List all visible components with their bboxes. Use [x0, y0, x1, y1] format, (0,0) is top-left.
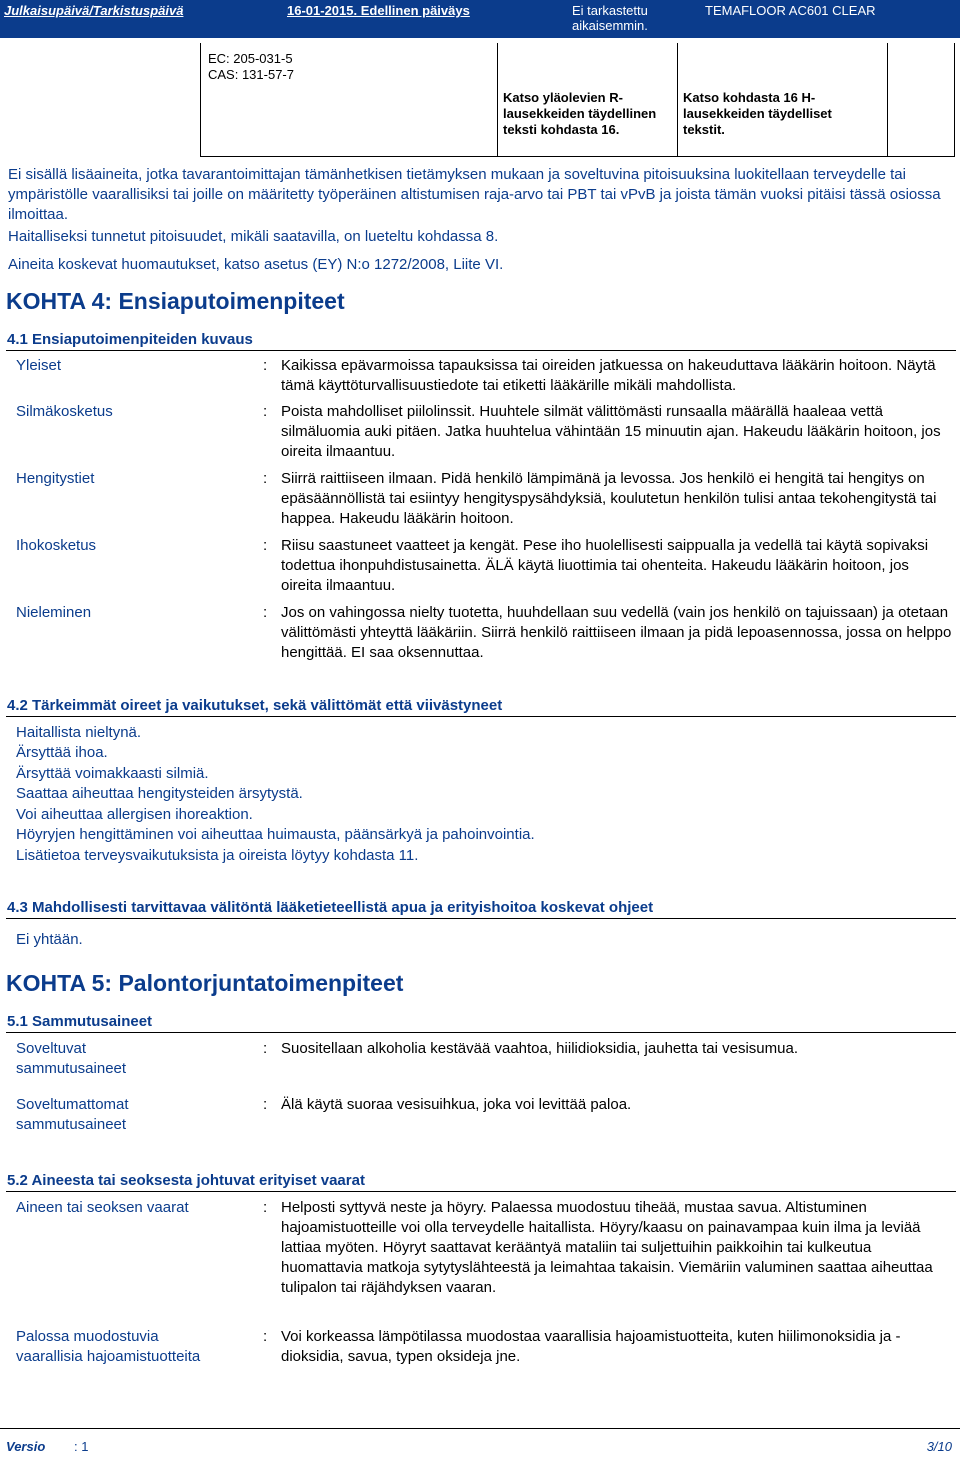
- intro-paragraph: Aineita koskevat huomautukset, katso asetus (EY) N:o 1272/2008, Liite VI.: [8, 256, 504, 273]
- symptom-line: Saattaa aiheuttaa hengitysteiden ärsytystä.: [16, 785, 303, 802]
- section-5-2-title: 5.2 Aineesta tai seoksesta johtuvat erityiset vaarat: [7, 1172, 365, 1189]
- table-divider: [887, 43, 888, 156]
- section-4-1-title: 4.1 Ensiaputoimenpiteiden kuvaus: [7, 331, 253, 348]
- ec-number: EC: 205-031-5: [208, 51, 293, 66]
- symptom-line: Voi aiheuttaa allergisen ihoreaktion.: [16, 806, 253, 823]
- document-footer: [0, 1428, 960, 1469]
- divider: [6, 918, 956, 919]
- h-phrase-note: Katso kohdasta 16 H-lausekkeiden täydelliset tekstit.: [683, 90, 832, 137]
- value-hengitystiet: Siirrä raittiiseen ilmaan. Pidä henkilö lämpimänä ja levossa. Jos henkilö ei hengitä tai hengitys on epäsäännöllistä tai esiintyy hengityspysähdyksiä, koulutetun henkilön tulisi antaa tekohengitystä tai happea. Hakeudu lääkärin hoitoon.: [281, 470, 937, 527]
- value-yleiset: Kaikissa epävarmoissa tapauksissa tai oireiden jatkuessa on hakeuduttava lääkärin hoitoon. Näytä tämä käyttöturvallisuustiedote tai etiketti lääkärille mikäli mahdollista.: [281, 357, 936, 394]
- colon: :: [263, 1328, 268, 1345]
- value-ihokosketus: Riisu saastuneet vaatteet ja kengät. Pese iho huolellisesti saippualla ja vedellä tai käytä sopivaksi todettua ihonpuhdistusainetta. ÄLÄ käytä liuottimia tai ohenteita. Hakeudu lääkärin hoitoon, jos oireita ilmaantuu.: [281, 537, 929, 594]
- table-divider: [677, 43, 678, 156]
- divider: [6, 1032, 956, 1033]
- section-4-2-title: 4.2 Tärkeimmät oireet ja vaikutukset, sekä välittömät että viivästyneet: [7, 697, 503, 714]
- intro-paragraph: Ei sisällä lisäaineita, jotka tavarantoimittajan tämänhetkisen tietämyksen mukaan ja soveltuvina pitoisuuksina luokitellaan terveydelle tai ympäristölle vaarallisiksi tai joille on määritetty työperäinen altistumisen raja-arvo tai PBT tai vPvB ja joista tämän vuoksi pitäisi tässä osiossa ilmoittaa.: [8, 166, 941, 223]
- colon: :: [263, 537, 268, 554]
- colon: :: [263, 604, 268, 621]
- section-5-1-title: 5.1 Sammutusaineet: [7, 1013, 153, 1030]
- version-label: Versio: [6, 1439, 46, 1454]
- value-hajoamistuotteet: Voi korkeassa lämpötilassa muodostaa vaarallisia hajoamistuotteita, kuten hiilimonoksidia ja -dioksidia, savua, typen oksideja jne.: [281, 1328, 901, 1365]
- composition-table-fragment: [200, 43, 955, 157]
- document-header: [0, 0, 960, 38]
- divider: [6, 1191, 956, 1192]
- r-phrase-note: Katso yläolevien R-lausekkeiden täydellinen teksti kohdasta 16.: [503, 90, 657, 137]
- colon: :: [263, 1199, 268, 1216]
- symptom-line: Lisätietoa terveysvaikutuksista ja oireista löytyy kohdasta 11.: [16, 847, 419, 864]
- section-5-title: KOHTA 5: Palontorjuntatoimenpiteet: [6, 970, 404, 996]
- symptom-line: Ärsyttää voimakkaasti silmiä.: [16, 765, 209, 782]
- symptom-line: Ärsyttää ihoa.: [16, 744, 108, 761]
- colon: :: [263, 1040, 268, 1057]
- colon: :: [263, 357, 268, 374]
- page-number: 3/10: [926, 1439, 952, 1454]
- identifier-cell: [208, 51, 294, 83]
- value-vaarat: Helposti syttyvä neste ja höyry. Palaessa muodostuu tiheää, mustaa savua. Altistuminen hajoamistuotteille voi olla terveydelle haitallista. Höyry/kaasu on painavampaa kuin ilma ja leviää lattiaa myöten. Höyryt saattavat kerääntyä mataliin tai suljettuihin paikkoihin tai kulkeutua huomattavia matkoja sytytyslähteestä ja leimahtaa takaisin. Viemäriin valuminen saattaa aiheuttaa tulipalon tai räjähdyksen vaaran.: [281, 1199, 933, 1296]
- intro-paragraph: Haitalliseksi tunnetut pitoisuudet, mikäli saatavilla, on lueteltu kohdassa 8.: [8, 228, 499, 245]
- value-silmakosketus: Poista mahdolliset piilolinssit. Huuhtele silmät välittömästi runsaalla määrällä haaleaa vettä silmäluomia auki pitäen. Jatka huuhtelua vähintään 15 minuutin ajan. Hakeudu lääkärin hoitoon, jos oireita ilmaantuu.: [281, 403, 941, 460]
- header-date: 16-01-2015. Edellinen päiväys: [287, 3, 470, 18]
- label-ihokosketus: Ihokosketus: [16, 537, 97, 554]
- colon: :: [263, 1096, 268, 1113]
- divider: [6, 716, 956, 717]
- section-4-3-text: Ei yhtään.: [16, 931, 83, 948]
- label-vaarat: Aineen tai seoksen vaarat: [16, 1199, 189, 1216]
- symptom-line: Haitallista nieltynä.: [16, 724, 142, 741]
- label-hengitystiet: Hengitystiet: [16, 470, 95, 487]
- label-soveltumattomat: Soveltumattomat sammutusaineet: [16, 1096, 129, 1133]
- header-product-name: TEMAFLOOR AC601 CLEAR: [705, 3, 876, 18]
- label-nieleminen: Nieleminen: [16, 604, 92, 621]
- label-hajoamistuotteet: Palossa muodostuvia vaarallisia hajoamistuotteita: [16, 1328, 201, 1365]
- header-note: Ei tarkastettu aikaisemmin.: [572, 3, 648, 33]
- colon: :: [263, 403, 268, 420]
- divider: [6, 350, 956, 351]
- label-silmakosketus: Silmäkosketus: [16, 403, 113, 420]
- version-value: : 1: [74, 1439, 89, 1454]
- cas-number: CAS: 131-57-7: [208, 67, 294, 82]
- value-soveltuvat: Suositellaan alkoholia kestävää vaahtoa, hiilidioksidia, jauhetta tai vesisumua.: [281, 1040, 798, 1057]
- section-4-title: KOHTA 4: Ensiaputoimenpiteet: [6, 288, 345, 314]
- label-soveltuvat: Soveltuvat sammutusaineet: [16, 1040, 127, 1077]
- value-nieleminen: Jos on vahingossa nielty tuotetta, huuhdellaan suu vedellä (vain jos henkilö on tajuissaan) ja otetaan välittömästi yhteyttä lääkäriin. Siirrä henkilö raittiiseen ilmaan ja pidä lepoasennossa, jossa on helppo hengittää. EI saa oksennuttaa.: [281, 604, 952, 661]
- section-4-3-title: 4.3 Mahdollisesti tarvittavaa välitöntä lääketieteellistä apua ja erityishoitoa koskevat ohjeet: [7, 899, 654, 916]
- colon: :: [263, 470, 268, 487]
- label-yleiset: Yleiset: [16, 357, 62, 374]
- header-date-label: Julkaisupäivä/Tarkistuspäivä: [4, 3, 184, 18]
- symptom-line: Höyryjen hengittäminen voi aiheuttaa huimausta, päänsärkyä ja pahoinvointia.: [16, 826, 535, 843]
- table-divider: [497, 43, 498, 156]
- value-soveltumattomat: Älä käytä suoraa vesisuihkua, joka voi levittää paloa.: [281, 1096, 632, 1113]
